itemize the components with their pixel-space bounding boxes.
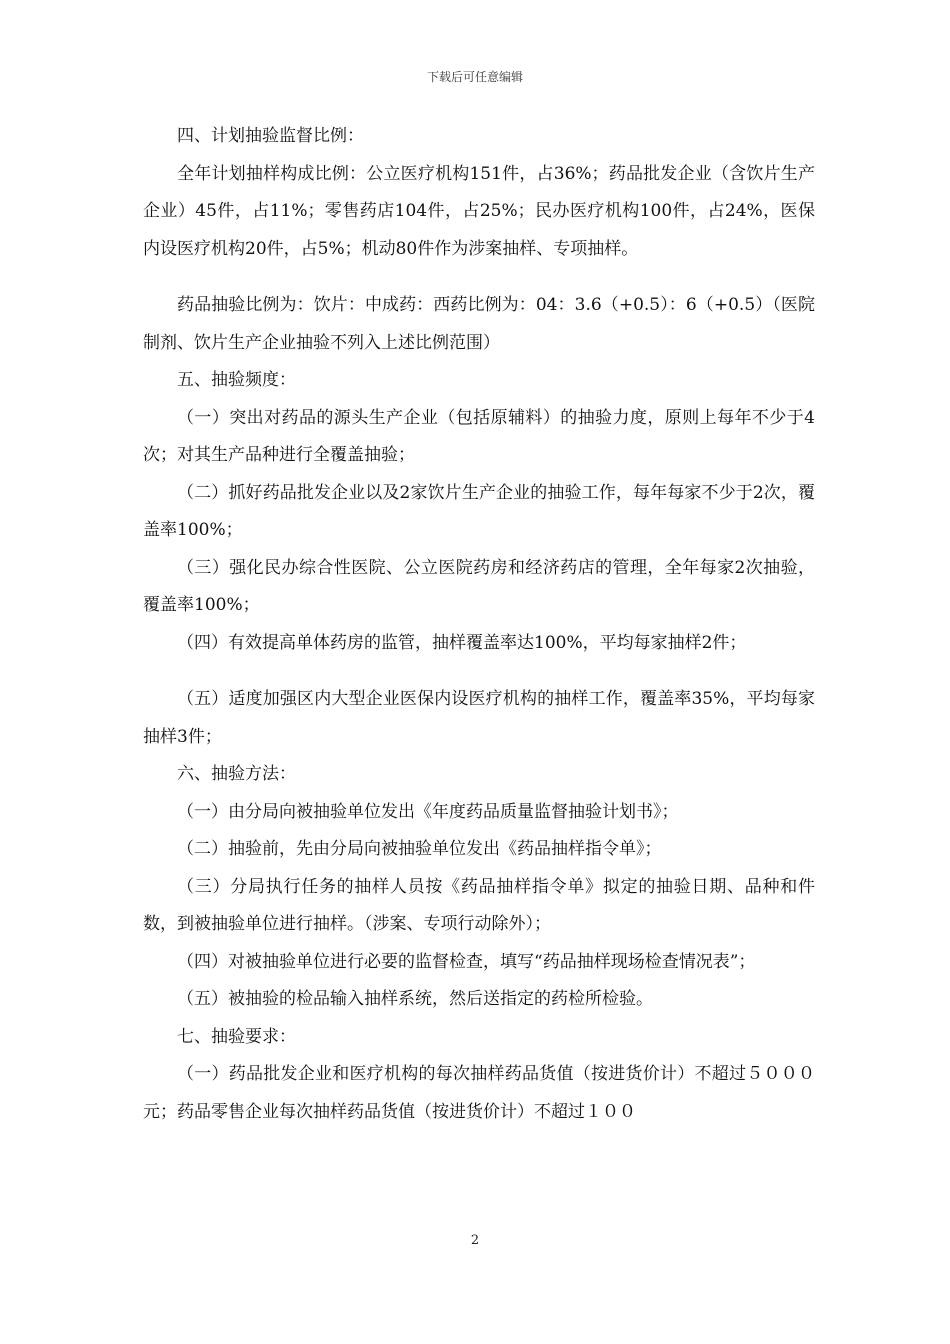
page-number: 2 [470,1233,480,1248]
document-body [143,118,815,1131]
section-heading-4: 四、计划抽验监督比例： [177,126,364,146]
paragraph-frequency-2: （二）抓好药品批发企业以及2家饮片生产企业的抽验工作，每年每家不少于2次，覆盖率100%； [143,482,815,540]
paragraph-frequency-4: （四）有效提高单体药房的监管，抽样覆盖率达100%，平均每家抽样2件； [177,632,747,653]
paragraph-frequency-1: （一）突出对药品的源头生产企业（包括原辅料）的抽验力度，原则上每年不少于4次；对其生产品种进行全覆盖抽验； [143,407,815,465]
paragraph-frequency-5: （五）适度加强区内大型企业医保内设医疗机构的抽样工作，覆盖率35%，平均每家抽样3件； [143,689,815,747]
section-heading-5: 五、抽验频度： [177,370,296,390]
paragraph-sampling-ratio: 药品抽验比例为：饮片：中成药：西药比例为：04：3.6（+0.5）：6（+0.5）（医院制剂、饮片生产企业抽验不列入上述比例范围） [143,295,815,353]
section-heading-7: 七、抽验要求： [177,1026,296,1047]
paragraph-sampling-composition: 全年计划抽样构成比例：公立医疗机构151件，占36%；药品批发企业（含饮片生产企业）45件，占11%；零售药店104件，占25%；民办医疗机构100件，占24%，医保内设医疗机构20件，占5%；机动80件作为涉案抽样、专项抽样。 [143,163,815,259]
paragraph-method-2: （二）抽验前，先由分局向被抽验单位发出《药品抽样指令单》； [177,839,662,859]
paragraph-frequency-3: （三）强化民办综合性医院、公立医院药房和经济药店的管理，全年每家2次抽验，覆盖率100%； [143,557,815,615]
paragraph-method-3: （三）分局执行任务的抽样人员按《药品抽样指令单》拟定的抽验日期、品种和件数，到被抽验单位进行抽样。（涉案、专项行动除外）； [143,876,815,934]
section-heading-6: 六、抽验方法： [177,764,296,784]
paragraph-method-5: （五）被抽验的检品输入抽样系统，然后送指定的药检所检验。 [177,989,653,1009]
paragraph-requirement-1: （一）药品批发企业和医疗机构的每次抽样药品货值（按进货价计）不超过５０００元；药品零售企业每次抽样药品货值（按进货价计）不超过１００ [143,1064,815,1122]
page-header: 下载后可任意编辑 [426,70,523,84]
paragraph-method-1: （一）由分局向被抽验单位发出《年度药品质量监督抽验计划书》； [177,801,679,822]
paragraph-method-4: （四）对被抽验单位进行必要的监督检查，填写“药品抽样现场检查情况表”； [177,951,756,972]
